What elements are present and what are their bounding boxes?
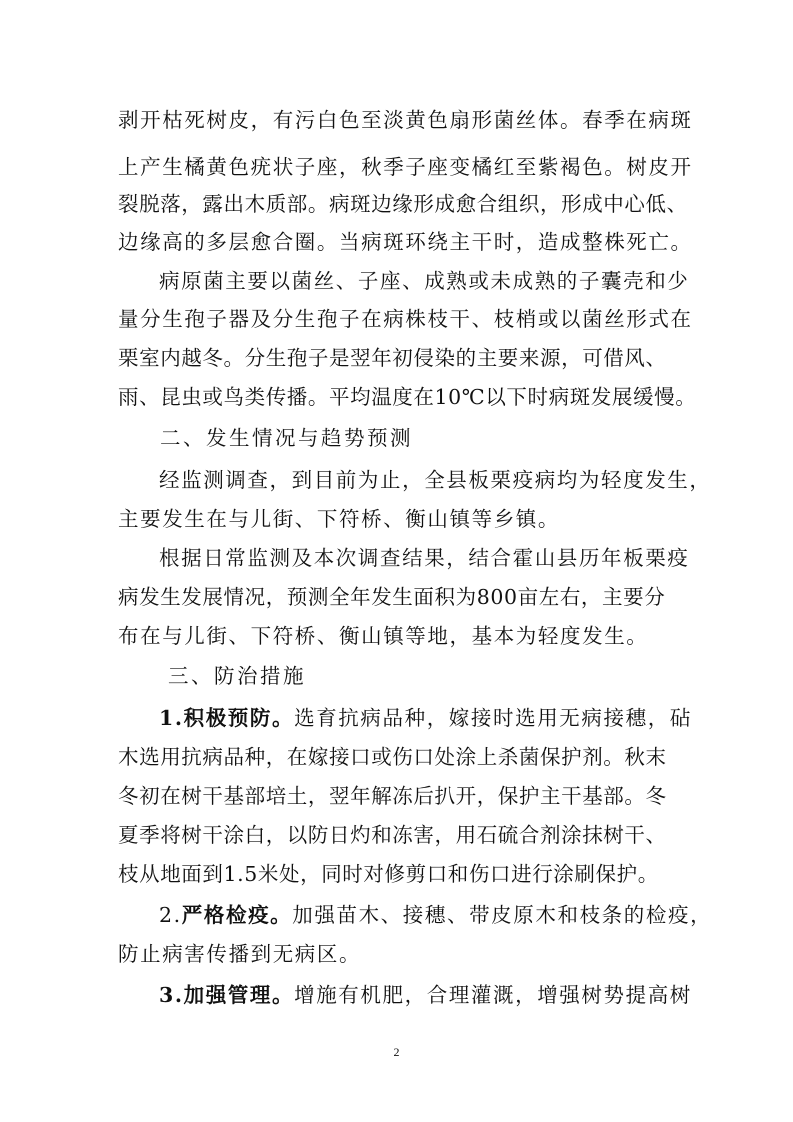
paragraph-line: 裂脱落，露出木质部。病斑边缘形成愈合组织，形成中心低、 (118, 192, 688, 216)
paragraph-line: 枝从地面到1.5米处，同时对修剪口和伤口进行涂刷保护。 (118, 862, 659, 886)
paragraph-line: 冬初在树干基部培土，翌年解冻后扒开，保护主干基部。冬 (118, 784, 667, 808)
paragraph-line: 量分生孢子器及分生孢子在病株枝干、枝梢或以菌丝形式在 (118, 307, 693, 331)
paragraph-line: 布在与儿街、下符桥、衡山镇等地，基本为轻度发生。 (118, 624, 649, 648)
measure-line (159, 706, 692, 730)
page-number: 2 (393, 1045, 400, 1059)
paragraph-line: 经监测调查，到目前为止，全县板栗疫病均为轻度发生， (159, 468, 712, 492)
paragraph-line: 雨、昆虫或鸟类传播。平均温度在10℃以下时病斑发展缓慢。 (118, 385, 697, 409)
paragraph-line: 病发生发展情况，预测全年发生面积为800亩左右，主要分 (118, 585, 666, 609)
measure-text: 选育抗病品种，嫁接时选用无病接穗，砧 (294, 706, 692, 730)
paragraph-line: 病原菌主要以菌丝、子座、成熟或未成熟的子囊壳和少 (159, 269, 690, 293)
measure-number: 2. (159, 903, 182, 927)
measure-title: 3.加强管理。 (159, 983, 295, 1007)
paragraph-line: 栗室内越冬。分生孢子是翌年初侵染的主要来源，可借风、 (118, 346, 667, 370)
paragraph-line: 主要发生在与儿街、下符桥、衡山镇等乡镇。 (118, 507, 560, 531)
measure-line (159, 983, 692, 1007)
measure-text: 增施有机肥，合理灌溉，增强树势提高树 (294, 983, 692, 1007)
paragraph-line: 防止病害传播到无病区。 (118, 942, 362, 966)
paragraph-line: 边缘高的多层愈合圈。当病斑环绕主干时，造成整株死亡。 (118, 230, 693, 254)
paragraph-line: 根据日常监测及本次调查结果，结合霍山县历年板栗疫 (159, 546, 690, 570)
measure-title: 1.积极预防。 (159, 706, 295, 730)
measure-line (159, 903, 713, 927)
measure-title: 严格检疫。 (181, 903, 293, 927)
paragraph-line: 夏季将树干涂白，以防日灼和冻害，用石硫合剂涂抹树干、 (118, 823, 667, 847)
measure-text: 加强苗木、接穗、带皮原木和枝条的检疫， (292, 903, 713, 927)
section-heading: 二、发生情况与趋势预测 (160, 426, 413, 450)
paragraph-line: 剥开枯死树皮，有污白色至淡黄色扇形菌丝体。春季在病斑 (118, 108, 693, 132)
section-heading: 三、防治措施 (168, 664, 306, 688)
paragraph-line: 木选用抗病品种，在嫁接口或伤口处涂上杀菌保护剂。秋末 (118, 745, 667, 769)
paragraph-line: 上产生橘黄色疣状子座，秋季子座变橘红至紫褐色。树皮开 (118, 155, 693, 179)
